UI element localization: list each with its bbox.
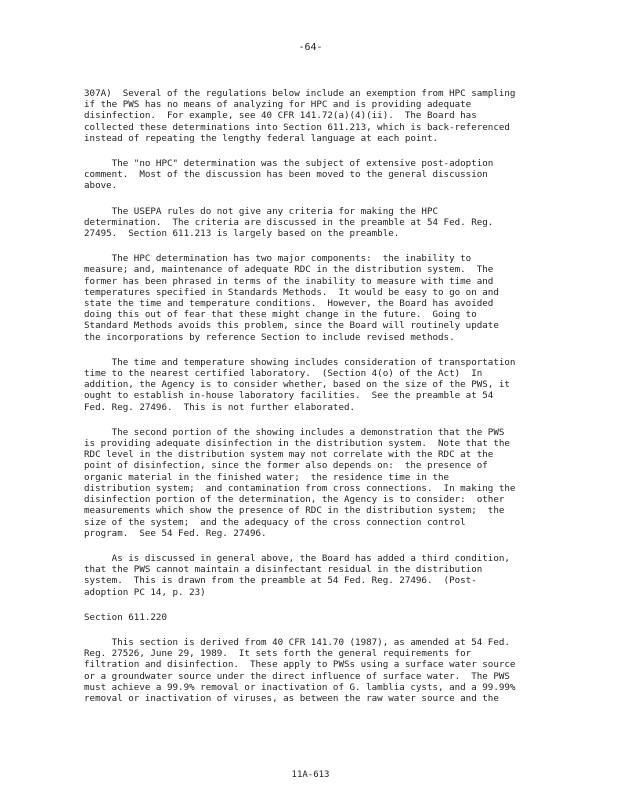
text-line: disinfection. For example, see 40 CFR 141.72(a)(4)(ii). The Board has (84, 110, 477, 122)
text-line: filtration and disinfection. These apply to PWSs using a surface water source (84, 659, 516, 671)
text-line: The HPC determination has two major components: the inability to (84, 253, 472, 265)
text-line: above. (84, 180, 118, 192)
text-line: The second portion of the showing includes a demonstration that the PWS (84, 426, 505, 438)
text-line: Reg. 27526, June 29, 1989. It sets forth the general requirements for (84, 648, 472, 660)
text-line: RDC level in the distribution system may not correlate with the RDC at the (84, 449, 494, 461)
text-line: disinfection portion of the determination, the Agency is to consider: other (84, 494, 505, 506)
text-line: As is discussed in general above, the Board has added a third condition, (84, 552, 510, 564)
page-footer: 11A-613 (291, 770, 330, 780)
text-line: The USEPA rules do not give any criteria for making the HPC (84, 205, 439, 217)
text-line: comment. Most of the discussion has been moved to the general discussion (84, 169, 488, 181)
paragraph (84, 553, 554, 598)
text-line: The time and temperature showing includes consideration of transportation (84, 356, 516, 368)
text-line: Section 611.220 (84, 611, 167, 623)
text-line: former has been phrased in terms of the inability to measure with time and (84, 275, 494, 287)
paragraph (84, 158, 554, 192)
text-line: The "no HPC" determination was the subject of extensive post-adoption (84, 158, 494, 170)
text-line: point of disinfection, since the former also depends on: the presence of (84, 460, 488, 472)
text-line: system. This is drawn from the preamble at 54 Fed. Reg. 27496. (Post- (84, 575, 477, 587)
text-line: collected these determinations into Section 611.213, which is back-referenced (84, 121, 510, 133)
text-line: organic material in the finished water; the residence time in the (84, 471, 450, 483)
text-line: measurements which show the presence of RDC in the distribution system; the (84, 505, 505, 517)
text-line: distribution system; and contamination from cross connections. In making the (84, 482, 516, 494)
text-line: adoption PC 14, p. 23) (84, 586, 206, 598)
text-line: size of the system; and the adequacy of the cross connection control (84, 516, 466, 528)
text-line: Standard Methods avoids this problem, since the Board will routinely update (84, 320, 499, 332)
paragraph (84, 253, 554, 343)
text-line: temperatures specified in Standards Methods. It would be easy to go on and (84, 286, 499, 298)
text-line: is providing adequate disinfection in the distribution system. Note that the (84, 438, 510, 450)
text-line: time to the nearest certified laboratory. (Section 4(o) of the Act) In (84, 368, 483, 380)
text-line: instead of repeating the lengthy federal language at each point. (84, 132, 439, 144)
text-line: 307A) Several of the regulations below include an exemption from HPC sampling (84, 88, 516, 99)
text-line: state the time and temperature conditions. However, the Board has avoided (84, 298, 494, 310)
text-line: measure; and, maintenance of adequate RDC in the distribution system. The (84, 264, 494, 276)
paragraph (84, 88, 554, 144)
text-line: that the PWS cannot maintain a disinfectant residual in the distribution (84, 564, 483, 576)
text-line: program. See 54 Fed. Reg. 27496. (84, 527, 267, 539)
page-number: -64- (298, 42, 323, 53)
paragraph (84, 427, 554, 539)
paragraph (84, 612, 554, 623)
text-line: the incorporations by reference Section to include revised methods. (84, 331, 455, 343)
paragraph (84, 637, 554, 704)
text-line: doing this out of fear that these might change in the future. Going to (84, 309, 477, 321)
text-line: must achieve a 99.9% removal or inactivation of G. lamblia cysts, and a 99.99% (84, 681, 516, 693)
text-line: This section is derived from 40 CFR 141.70 (1987), as amended at 54 Fed. (84, 636, 510, 648)
text-line: Fed. Reg. 27496. This is not further elaborated. (84, 401, 356, 413)
paragraph (84, 206, 554, 240)
text-line: or a groundwater source under the direct influence of surface water. The PWS (84, 670, 510, 682)
text-line: if the PWS has no means of analyzing for HPC and is providing adequate (84, 99, 472, 111)
paragraph (84, 357, 554, 413)
text-line: removal or inactivation of viruses, as between the raw water source and the (84, 692, 499, 704)
text-line: determination. The criteria are discussed in the preamble at 54 Fed. Reg. (84, 216, 494, 228)
text-line: ought to establish in-house laboratory facilities. See the preamble at 54 (84, 390, 494, 402)
text-line: 27495. Section 611.213 is largely based on the preamble. (84, 228, 400, 240)
text-line: addition, the Agency is to consider whether, based on the size of the PWS, it (84, 379, 510, 391)
document-body (84, 88, 554, 718)
